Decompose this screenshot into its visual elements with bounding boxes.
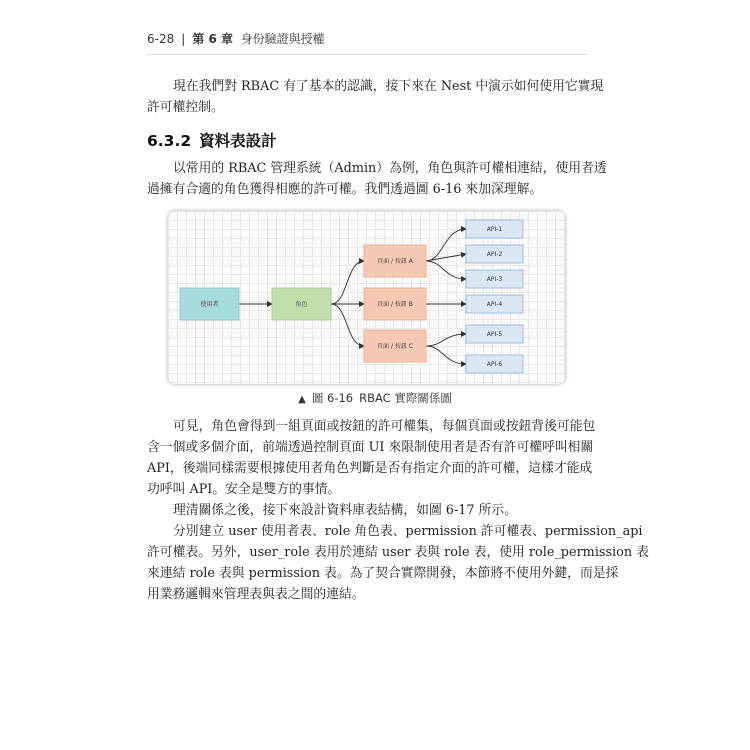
triangle-up-icon: ▲ — [298, 394, 306, 405]
section-intro-paragraph — [147, 158, 607, 200]
paragraph-line: 過擁有合適的角色獲得相應的許可權。我們透過圖 6-16 來加深理解。 — [147, 182, 543, 197]
rbac-diagram-canvas — [168, 211, 565, 384]
body-paragraph-1 — [147, 416, 596, 500]
paragraph-line: 來連結 role 表與 permission 表。為了契合實際開發，本節將不使用外鍵，而是採 — [147, 566, 619, 581]
edge-page-a-api-3 — [426, 261, 466, 279]
node-page-b — [364, 288, 426, 320]
node-api-5 — [466, 325, 523, 343]
paragraph-line: 許可權控制。 — [147, 100, 224, 115]
paragraph-line: 以常用的 RBAC 管理系統（Admin）為例，角色與許可權相連結，使用者透 — [173, 161, 607, 176]
body-paragraph-2 — [147, 500, 587, 521]
node-api-4 — [466, 295, 523, 313]
header-separator: | — [181, 32, 186, 46]
node-page-c — [364, 330, 426, 362]
node-api-3 — [466, 270, 523, 288]
node-api-6 — [466, 355, 523, 373]
edge-page-c-api-5 — [426, 334, 466, 346]
node-api-1-label: API-1 — [486, 226, 503, 233]
section-title: 資料表設計 — [199, 132, 277, 150]
node-page-a-label: 頁面 / 按鈕 A — [377, 258, 413, 265]
running-header — [147, 30, 587, 55]
edge-page-a-api-2 — [426, 254, 466, 261]
edge-page-c-api-6 — [426, 346, 466, 364]
figure-label: 圖 6-16 — [311, 391, 354, 405]
node-role-label: 角色 — [295, 301, 308, 308]
paragraph-line: 理清關係之後，接下來設計資料庫表結構，如圖 6-17 所示。 — [173, 503, 518, 518]
node-api-1 — [466, 220, 523, 238]
figure-caption-text: RBAC 實際關係圖 — [359, 391, 452, 405]
rbac-diagram — [168, 211, 565, 384]
node-page-c-label: 頁面 / 按鈕 C — [377, 343, 413, 350]
node-page-a — [364, 245, 426, 277]
node-api-5-label: API-5 — [486, 331, 503, 338]
node-api-3-label: API-3 — [486, 276, 503, 283]
chapter-title: 身份驗證與授權 — [240, 32, 325, 46]
paragraph-line: 分別建立 user 使用者表、role 角色表、permission 許可權表、permission_api — [173, 524, 643, 539]
node-user — [180, 288, 239, 320]
section-heading — [147, 129, 277, 151]
node-page-b-label: 頁面 / 按鈕 B — [377, 301, 413, 308]
body-paragraph-3 — [147, 521, 649, 605]
page-number: 6-28 — [147, 32, 175, 46]
edge-role-page-a — [331, 261, 364, 304]
node-role — [272, 288, 331, 320]
intro-paragraph — [147, 76, 604, 118]
section-number: 6.3.2 — [147, 132, 192, 150]
node-api-2 — [466, 245, 523, 263]
paragraph-line: API，後端同樣需要根據使用者角色判斷是否有指定介面的許可權，這樣才能成 — [147, 461, 593, 476]
paragraph-line: 現在我們對 RBAC 有了基本的認識，接下來在 Nest 中演示如何使用它實現 — [173, 79, 604, 94]
node-user-label: 使用者 — [200, 301, 219, 308]
figure-caption — [0, 390, 750, 406]
paragraph-line: 許可權表。另外，user_role 表用於連結 user 表與 role 表，使用 role_permission 表 — [147, 545, 649, 560]
chapter-number: 第 6 章 — [192, 32, 233, 46]
paragraph-line: 含一個或多個介面，前端透過控制頁面 UI 來限制使用者是否有許可權呼叫相關 — [147, 440, 594, 455]
node-api-2-label: API-2 — [486, 251, 503, 258]
edge-role-page-c — [331, 304, 364, 346]
edge-page-a-api-1 — [426, 229, 466, 261]
paragraph-line: 用業務邏輯來管理表與表之間的連結。 — [147, 587, 365, 602]
paragraph-line: 功呼叫 API。安全是雙方的事情。 — [147, 482, 341, 497]
node-api-4-label: API-4 — [486, 301, 503, 308]
paragraph-line: 可見，角色會得到一組頁面或按鈕的許可權集，每個頁面或按鈕背後可能包 — [173, 419, 596, 434]
node-api-6-label: API-6 — [486, 361, 503, 368]
